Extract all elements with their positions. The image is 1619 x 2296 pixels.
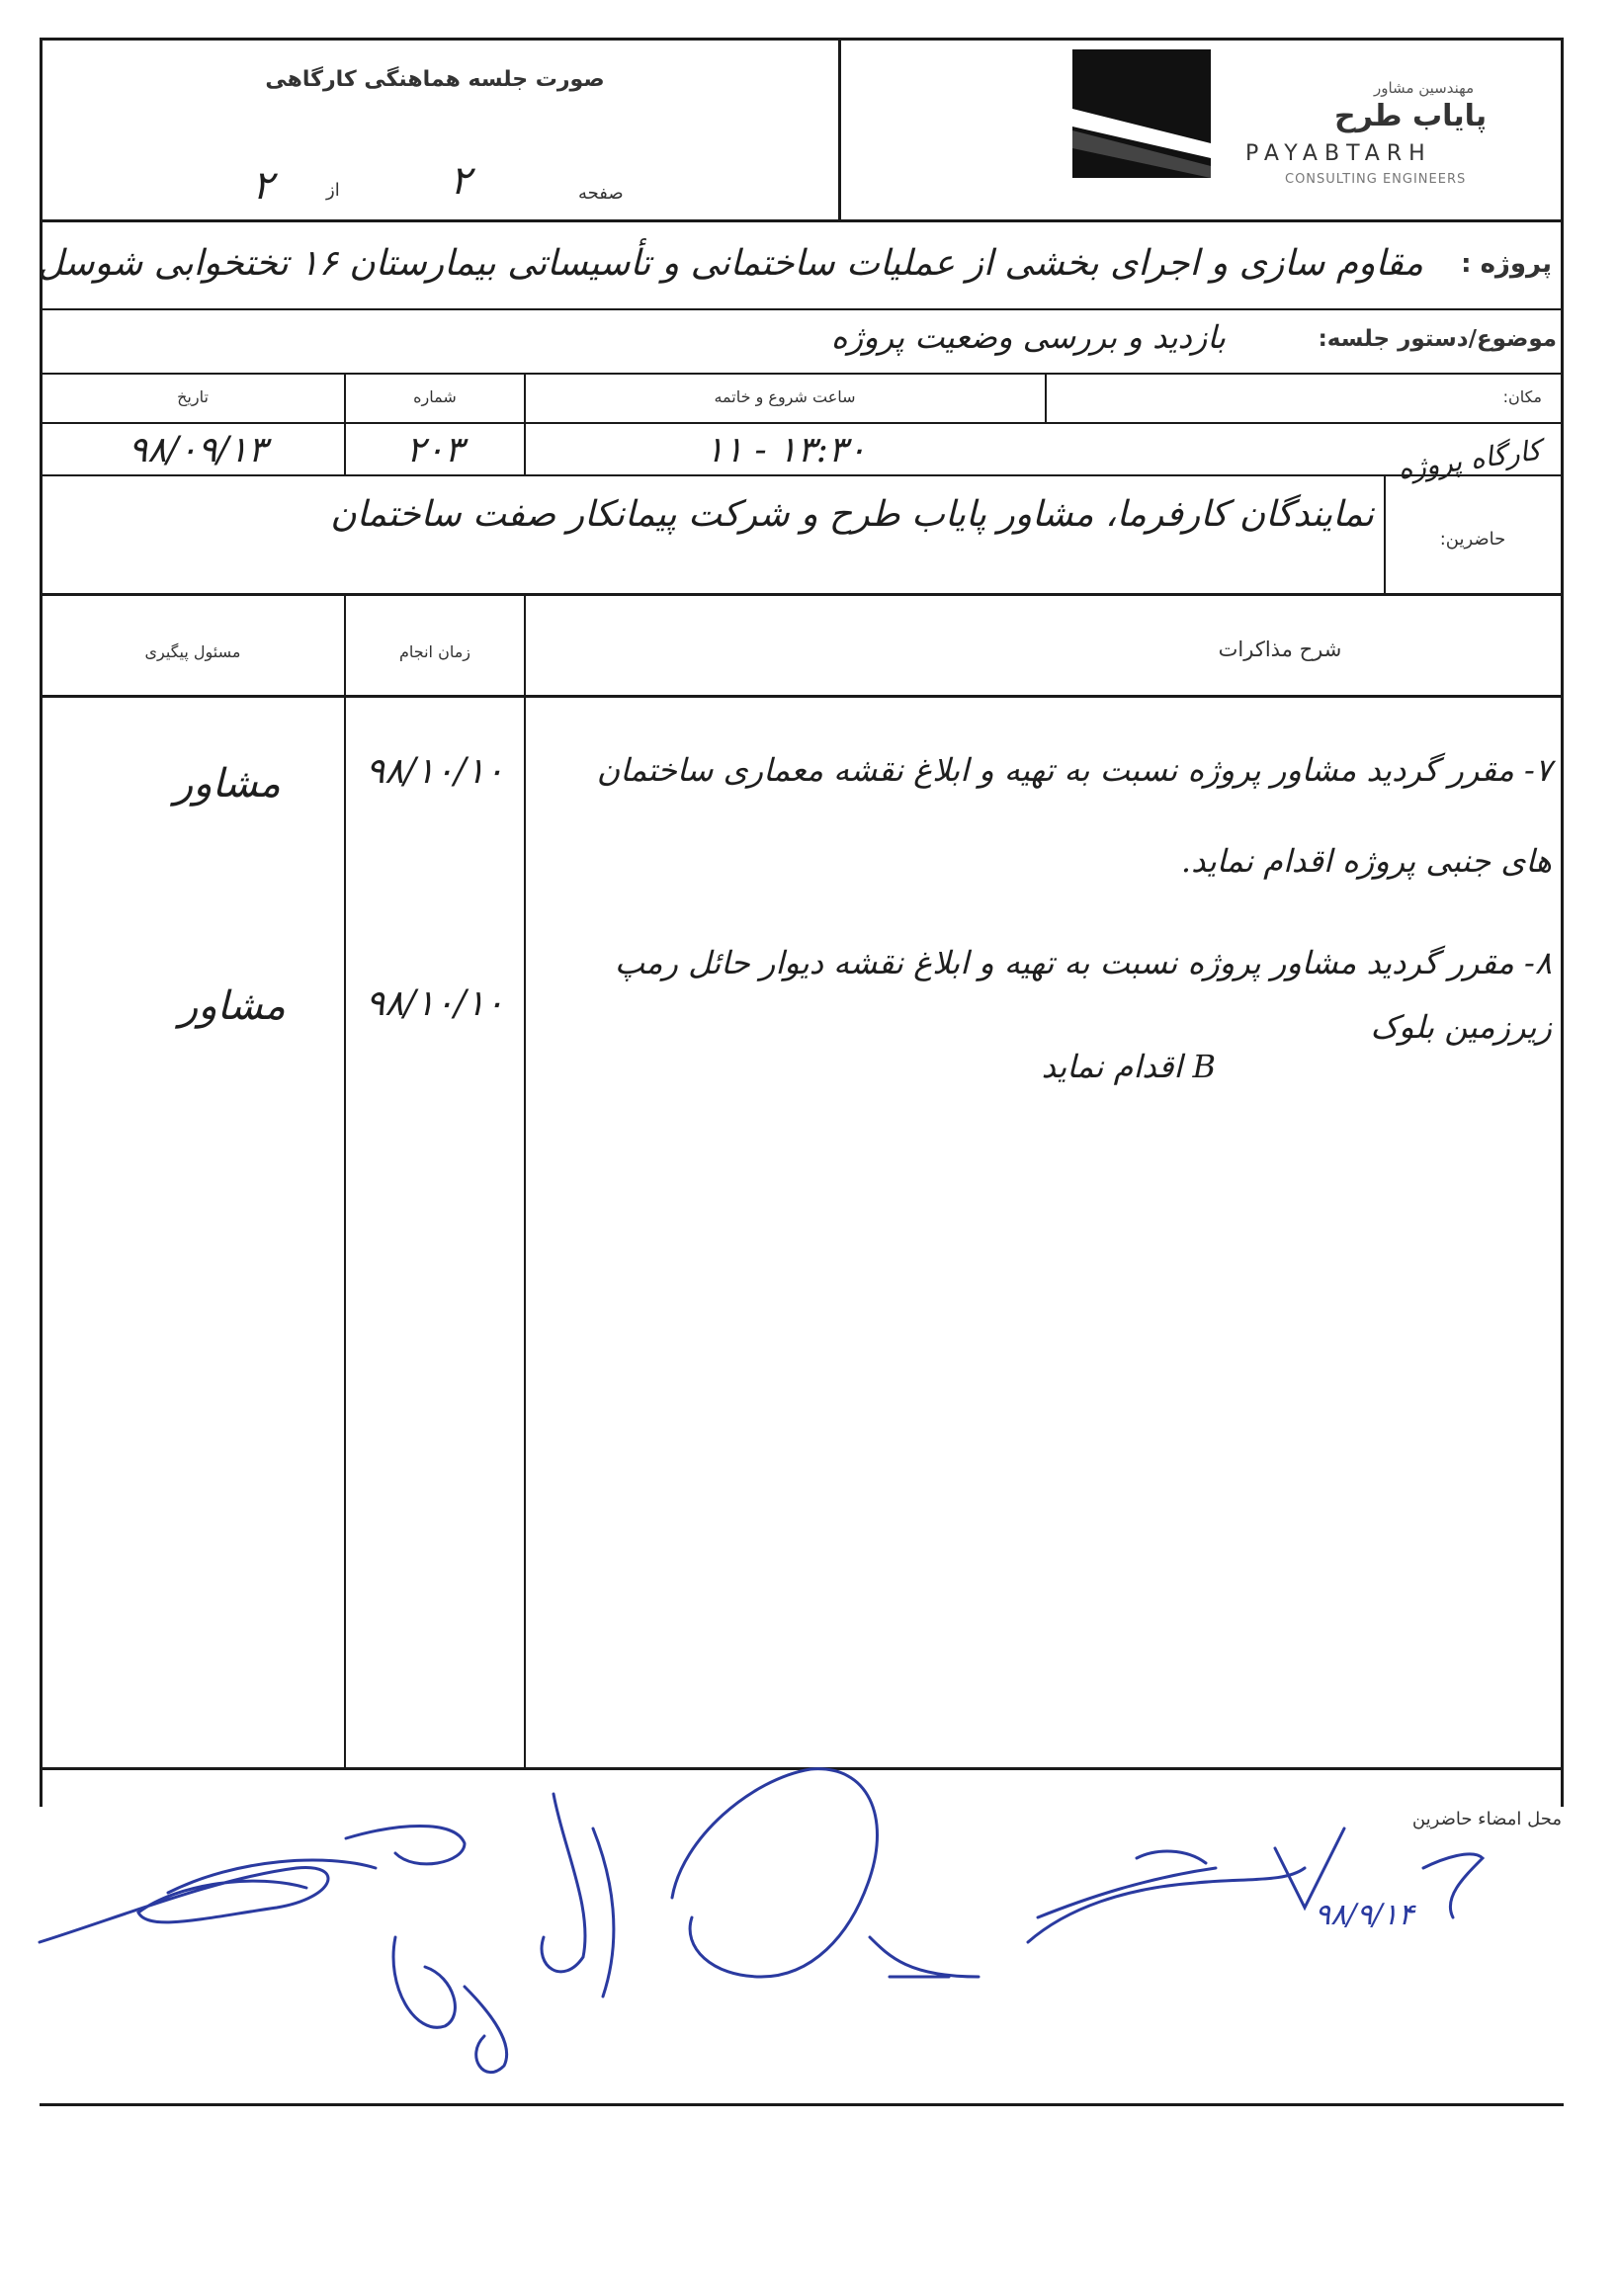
item-2-line-3: B اقدام نماید bbox=[1041, 1048, 1216, 1085]
date-header: تاریخ bbox=[177, 387, 209, 406]
company-name-en: PAYABTARH bbox=[1245, 141, 1432, 166]
item-2-line-1: ۸- مقرر گردید مشاور پروژه نسبت به تهیه و ابلاغ نقشه دیوار حائل رمپ bbox=[614, 944, 1552, 981]
item-1-due: ۹۸/۱۰/۱۰ bbox=[365, 751, 505, 792]
company-subtitle-en: CONSULTING ENGINEERS bbox=[1285, 172, 1467, 187]
item-2-responsible: مشاور bbox=[179, 983, 286, 1029]
stamp-date: ۹۸/۹/۱۴ bbox=[1315, 1898, 1414, 1932]
item-1-line-2: های جنبی پروژه اقدام نماید. bbox=[1180, 842, 1552, 880]
rule-bottom bbox=[40, 2103, 1564, 2106]
description-header: شرح مذاکرات bbox=[1218, 638, 1342, 661]
date-value: ۹۸/۰۹/۱۳ bbox=[128, 430, 268, 470]
project-value: مقاوم سازی و اجرای بخشی از عملیات ساختمانی و تأسیساتی بیمارستان ۱۶ تختخوابی شوسل bbox=[38, 243, 1423, 284]
signatures-label: محل امضاء حاضرین bbox=[1411, 1809, 1562, 1829]
time-header: ساعت شروع و خاتمه bbox=[714, 387, 856, 406]
attendees-label: حاضرین: bbox=[1439, 529, 1506, 550]
place-header: مکان: bbox=[1502, 387, 1542, 406]
item-2-due: ۹۸/۱۰/۱۰ bbox=[365, 983, 505, 1024]
item-2-line-2: زیرزمین بلوک bbox=[1370, 1008, 1552, 1046]
page-total: ۲ bbox=[252, 163, 274, 209]
page-label: صفحه bbox=[578, 183, 624, 204]
project-label: پروژه : bbox=[1461, 249, 1552, 279]
responsible-header: مسئول پیگیری bbox=[144, 642, 241, 661]
item-1-responsible: مشاور bbox=[174, 761, 281, 807]
number-value: ۲۰۳ bbox=[405, 430, 464, 470]
subject-value: بازدید و بررسی وضعیت پروژه bbox=[830, 318, 1226, 356]
due-date-header: زمان انجام bbox=[398, 642, 470, 661]
of-label: از bbox=[326, 180, 340, 201]
place-value: کارگاه پروژه bbox=[1396, 433, 1544, 486]
form-title: صورت جلسه هماهنگی کارگاهی bbox=[265, 67, 605, 92]
subject-label: موضوع/دستور جلسه: bbox=[1318, 326, 1557, 352]
page-number: ۲ bbox=[450, 158, 471, 204]
attendees-value: نمایندگان کارفرما، مشاور پایاب طرح و شرکت پیمانکار صفت ساختمان bbox=[330, 494, 1374, 535]
company-name-fa: پایاب طرح bbox=[1334, 99, 1488, 133]
time-value: ۱۳:۳۰ - ۱۱ bbox=[705, 430, 867, 470]
item-1-line-1: ۷- مقرر گردید مشاور پروژه نسبت به تهیه و ابلاغ نقشه معماری ساختمان bbox=[596, 751, 1552, 789]
number-header: شماره bbox=[413, 387, 457, 406]
company-tagline: مهندسین مشاور bbox=[1374, 79, 1475, 97]
